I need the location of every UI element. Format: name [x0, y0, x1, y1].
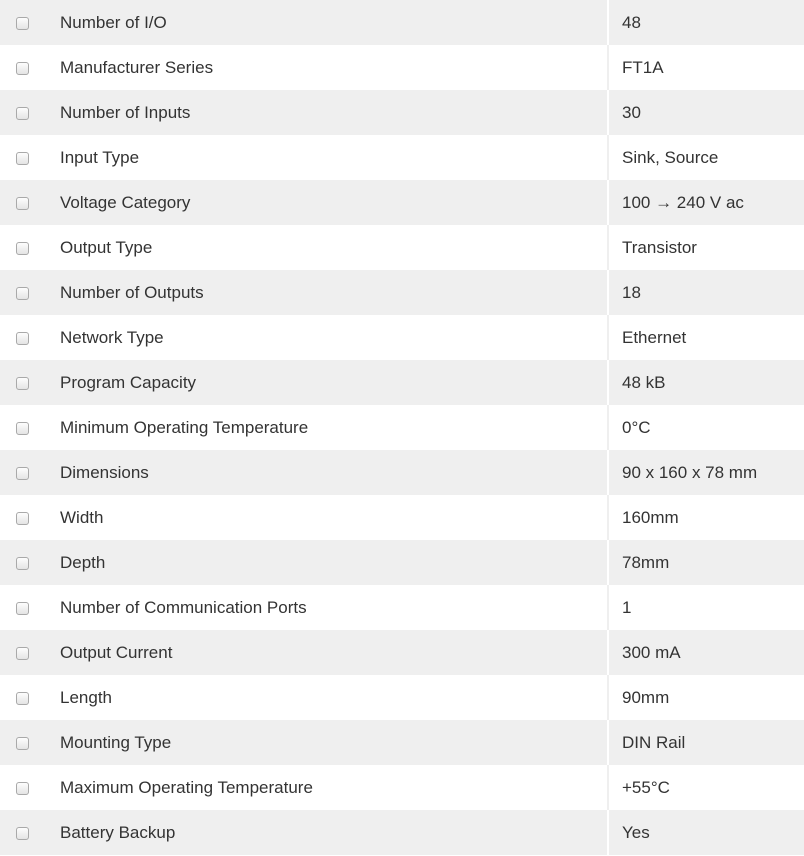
row-checkbox[interactable] [16, 152, 29, 165]
checkbox-cell [0, 585, 44, 630]
spec-attribute: Dimensions [44, 450, 607, 495]
spec-row-1 [0, 45, 804, 90]
spec-attribute: Output Current [44, 630, 607, 675]
spec-row-7 [0, 315, 804, 360]
spec-attribute: Output Type [44, 225, 607, 270]
checkbox-cell [0, 315, 44, 360]
spec-value: FT1A [607, 45, 804, 90]
checkbox-cell [0, 495, 44, 540]
row-checkbox[interactable] [16, 782, 29, 795]
spec-attribute: Minimum Operating Temperature [44, 405, 607, 450]
spec-row-3 [0, 135, 804, 180]
spec-attribute: Mounting Type [44, 720, 607, 765]
checkbox-cell [0, 810, 44, 855]
checkbox-cell [0, 225, 44, 270]
spec-attribute: Network Type [44, 315, 607, 360]
spec-value: 100 → 240 V ac [607, 180, 804, 225]
row-checkbox[interactable] [16, 602, 29, 615]
spec-row-16 [0, 720, 804, 765]
spec-row-6 [0, 270, 804, 315]
spec-value: 160mm [607, 495, 804, 540]
row-checkbox[interactable] [16, 737, 29, 750]
row-checkbox[interactable] [16, 692, 29, 705]
spec-row-15 [0, 675, 804, 720]
spec-value: +55°C [607, 765, 804, 810]
spec-value: DIN Rail [607, 720, 804, 765]
checkbox-cell [0, 90, 44, 135]
spec-row-0 [0, 0, 804, 45]
row-checkbox[interactable] [16, 557, 29, 570]
spec-row-9 [0, 405, 804, 450]
spec-value: 90 x 160 x 78 mm [607, 450, 804, 495]
row-checkbox[interactable] [16, 827, 29, 840]
spec-row-13 [0, 585, 804, 630]
checkbox-cell [0, 765, 44, 810]
row-checkbox[interactable] [16, 422, 29, 435]
spec-value: 300 mA [607, 630, 804, 675]
spec-attribute: Voltage Category [44, 180, 607, 225]
spec-attribute: Number of I/O [44, 0, 607, 45]
row-checkbox[interactable] [16, 467, 29, 480]
row-checkbox[interactable] [16, 332, 29, 345]
spec-value: 0°C [607, 405, 804, 450]
spec-value: 30 [607, 90, 804, 135]
checkbox-cell [0, 180, 44, 225]
spec-value: Yes [607, 810, 804, 855]
checkbox-cell [0, 45, 44, 90]
spec-row-12 [0, 540, 804, 585]
row-checkbox[interactable] [16, 377, 29, 390]
row-checkbox[interactable] [16, 107, 29, 120]
spec-value: 78mm [607, 540, 804, 585]
row-checkbox[interactable] [16, 17, 29, 30]
spec-value: 90mm [607, 675, 804, 720]
spec-value: 18 [607, 270, 804, 315]
spec-value: 1 [607, 585, 804, 630]
spec-attribute: Number of Outputs [44, 270, 607, 315]
spec-attribute: Length [44, 675, 607, 720]
spec-row-4 [0, 180, 804, 225]
checkbox-cell [0, 450, 44, 495]
spec-attribute: Width [44, 495, 607, 540]
checkbox-cell [0, 270, 44, 315]
spec-row-11 [0, 495, 804, 540]
checkbox-cell [0, 0, 44, 45]
spec-row-5 [0, 225, 804, 270]
spec-row-2 [0, 90, 804, 135]
spec-row-18 [0, 810, 804, 855]
spec-value: 48 kB [607, 360, 804, 405]
checkbox-cell [0, 360, 44, 405]
spec-value: Transistor [607, 225, 804, 270]
row-checkbox[interactable] [16, 62, 29, 75]
row-checkbox[interactable] [16, 242, 29, 255]
spec-value: 48 [607, 0, 804, 45]
spec-attribute: Depth [44, 540, 607, 585]
spec-value: Sink, Source [607, 135, 804, 180]
spec-attribute: Maximum Operating Temperature [44, 765, 607, 810]
spec-attribute: Input Type [44, 135, 607, 180]
row-checkbox[interactable] [16, 287, 29, 300]
spec-row-8 [0, 360, 804, 405]
spec-attribute: Manufacturer Series [44, 45, 607, 90]
row-checkbox[interactable] [16, 512, 29, 525]
checkbox-cell [0, 675, 44, 720]
spec-row-10 [0, 450, 804, 495]
spec-attribute: Number of Inputs [44, 90, 607, 135]
spec-row-17 [0, 765, 804, 810]
spec-attribute: Number of Communication Ports [44, 585, 607, 630]
checkbox-cell [0, 135, 44, 180]
checkbox-cell [0, 405, 44, 450]
spec-attribute: Battery Backup [44, 810, 607, 855]
checkbox-cell [0, 720, 44, 765]
row-checkbox[interactable] [16, 197, 29, 210]
checkbox-cell [0, 540, 44, 585]
spec-value: Ethernet [607, 315, 804, 360]
checkbox-cell [0, 630, 44, 675]
spec-attribute: Program Capacity [44, 360, 607, 405]
row-checkbox[interactable] [16, 647, 29, 660]
spec-row-14 [0, 630, 804, 675]
